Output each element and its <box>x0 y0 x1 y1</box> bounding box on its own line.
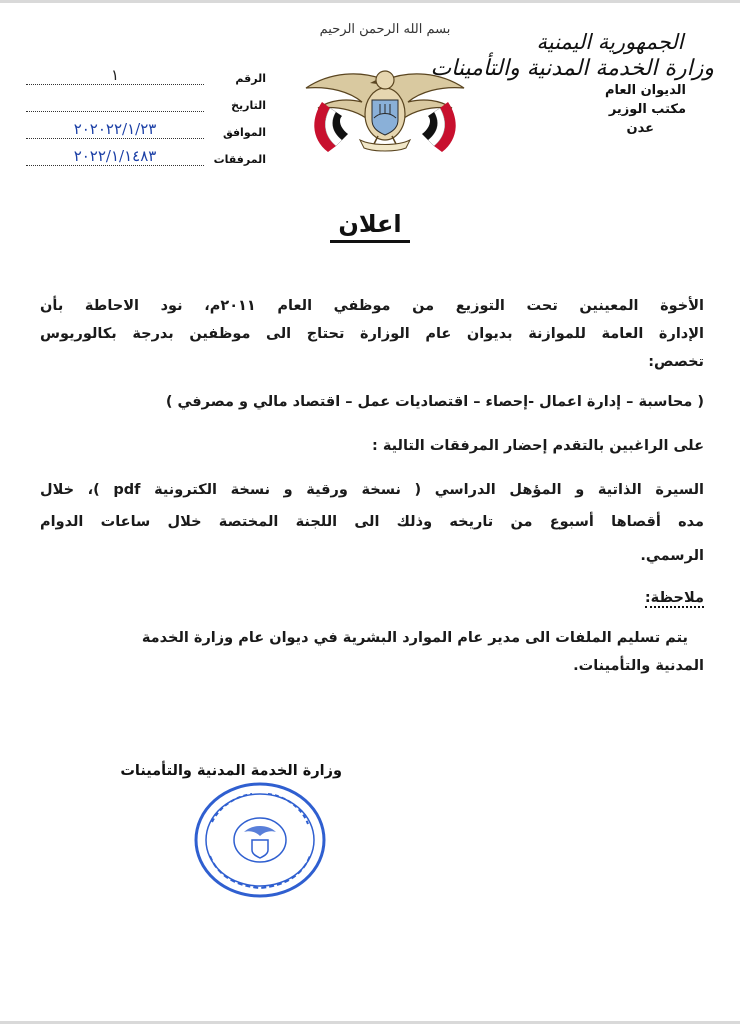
reference-number-value: ١ <box>26 66 204 85</box>
body-line-2: الإدارة العامة للموازنة بديوان عام الوزارة تحتاج الى موظفين بدرجة بكالوريوس <box>40 326 704 342</box>
corresponding-date-value: ٢٠٢٠٢٢/١/٢٣ <box>26 120 204 139</box>
reference-number-row <box>26 58 266 85</box>
body-line-3: تخصص: <box>648 354 704 370</box>
attachments-value: ٢٠٢٢/١/١٤٨٣ <box>26 147 204 166</box>
requirements-line-1: السيرة الذاتية و المؤهل الدراسي ( نسخة ورقية و نسخة الكترونية pdf )، خلال <box>40 482 705 498</box>
note-line-2: المدنية والتأمينات. <box>573 658 704 674</box>
date-label: التاريخ <box>231 99 266 112</box>
basmala: بسم الله الرحمن الرحيم <box>319 22 451 37</box>
signature-ministry: وزارة الخدمة المدنية والتأمينات <box>120 763 342 779</box>
announcement-body <box>40 292 704 680</box>
attachments-row <box>26 139 266 166</box>
reference-number-label: الرقم <box>235 72 266 85</box>
republic-name: الجمهورية اليمنية <box>536 30 684 54</box>
ministry-letterhead <box>430 30 714 138</box>
office-line-minister-office: مكتب الوزير <box>608 102 686 117</box>
corresponding-date-row <box>26 112 266 139</box>
applicants-instruction: على الراغبين بالتقدم إحضار المرفقات التالية : <box>371 438 704 454</box>
note-line-1: يتم تسليم الملفات الى مدير عام الموارد البشرية في ديوان عام وزارة الخدمة <box>141 630 688 646</box>
requirements-line-2: مده أقصاها أسبوع من تاريخه وذلك الى اللجنة المختصة خلال ساعات الدوام <box>40 514 704 530</box>
reference-block <box>26 58 266 166</box>
scan-top-edge <box>0 0 740 3</box>
ministry-stamp <box>190 780 330 900</box>
note-heading-text: ملاحظة: <box>644 590 704 606</box>
date-value <box>26 93 204 112</box>
ministry-name: وزارة الخدمة المدنية والتأمينات <box>430 56 714 81</box>
round-stamp-icon <box>190 780 330 900</box>
announcement-title <box>0 210 740 238</box>
body-line-1: الأخوة المعينين تحت التوزيع من موظفي العام ٢٠١١م، نود الاحاطة بأن <box>40 298 704 314</box>
date-row <box>26 85 266 112</box>
requirements-line-3: الرسمي. <box>640 548 704 564</box>
corresponding-date-label: الموافق <box>222 126 266 139</box>
specializations-list: ( محاسبة – إدارة اعمال -إحصاء – اقتصاديات عمل – اقتصاد مالي و مصرفي ) <box>165 394 704 410</box>
note-heading <box>40 584 704 612</box>
office-line-general-office: الديوان العام <box>604 83 686 98</box>
announcement-title-text: اعلان <box>330 210 409 243</box>
attachments-label: المرفقات <box>213 153 266 166</box>
national-emblem <box>300 22 470 167</box>
office-line-city: عدن <box>626 121 654 136</box>
